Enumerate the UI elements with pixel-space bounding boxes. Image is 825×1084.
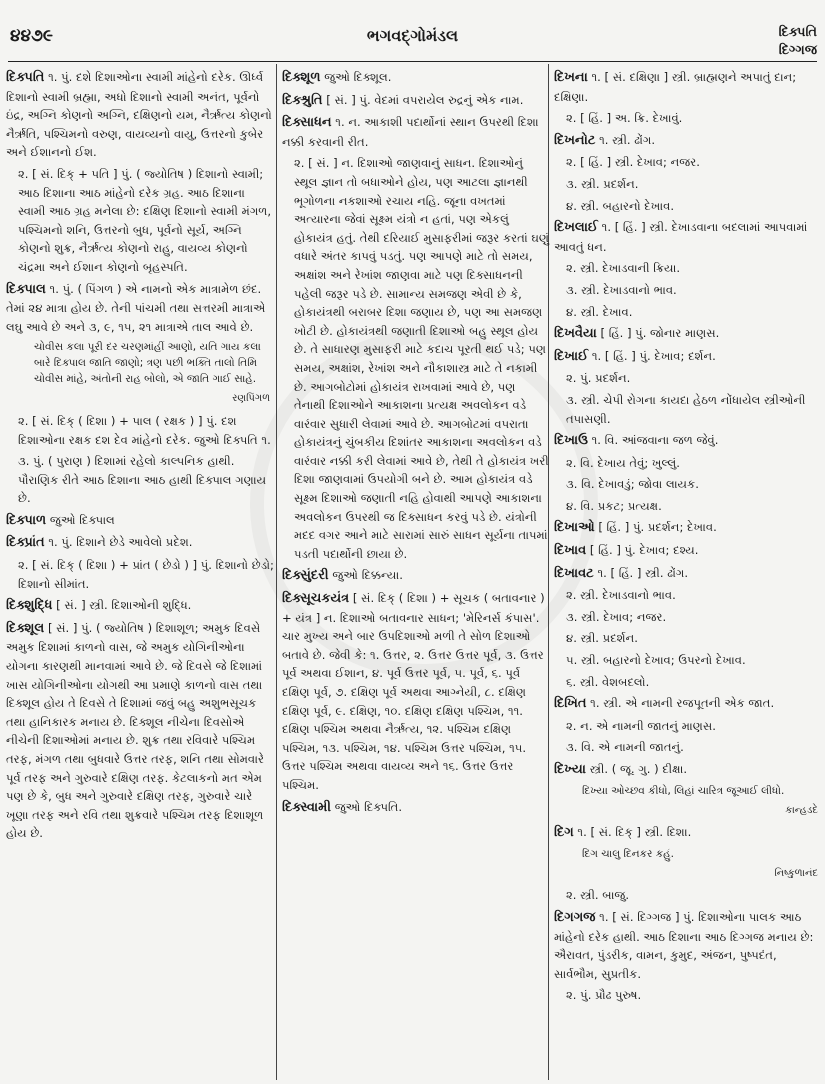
- entry-sense: [6, 556, 274, 593]
- headword: દિખાઈ: [554, 348, 589, 364]
- definition-text: ૨. સ્ત્રી. બાજુ.: [566, 888, 630, 903]
- definition-text: [ સં. ] સ્ત્રી. દિશાઓની શુદ્ધિ.: [56, 598, 192, 613]
- dictionary-entry: [282, 68, 550, 88]
- entry-sense: [554, 109, 822, 128]
- dictionary-entry: [554, 823, 822, 843]
- definition-text: ૩. વિ. દેખાવડું; જોવા લાયક.: [566, 477, 699, 492]
- definition-text: [ હિં. ] પું. પ્રદર્શન; દેખાવ.: [598, 520, 717, 535]
- column-left: [6, 68, 274, 846]
- definition-text: ૨. [ સં. દિક્ + પતિ ] પું. ( જ્યોતિષ ) દિશાનો સ્વામી; આઠ દિશાના આઠ માંહેનો દરેક ગ્રહ. આઠ દિશાના સ્વામી આઠ ગ્રહ મનેલા છે: દક્ષિણ દિશાનો સ્વામી મંગળ, પશ્ચિમનો શનિ, ઉત્તરનો બુધ, પૂર્વનો સૂર્ય, અગ્નિ કોણનો શુક્ર, નૈર્ઋત્ય કોણનો રાહુ, વાયવ્ય કોણનો ચંદ્રમા અને ઈશાન કોણનો બૃહસ્પતિ.: [18, 166, 272, 274]
- definition-text: ૧. વિ. આંજવાના જળ જેવું.: [591, 433, 719, 448]
- entry-sense: [554, 497, 822, 516]
- column-divider: [276, 64, 277, 1080]
- definition-text: ૨. [ સં. ] ન. દિશાઓ જાણવાનું સાધન. દિશાઓનું સ્થૂલ જ્ઞાન તો બધાઓને હોય, પણ આટલા જ્ઞાનથી ભૂગોળના નકશાઓ રચાય નહિ. જૂના વખતમાં અત્યારના જેવાં સૂક્ષ્મ યંત્રો ન હતાં, પણ એકલું હોકાયંત્ર હતું. તેથી દરિયાઈ મુસાફરીમાં જરૂર કરતાં ઘણું વધારે અંતર કાપવું પડતું. પણ આપણે માટે તો સમય, અક્ષાંશ અને રેખાંશ જાણવા માટે પણ દિક્સાધનની પહેલી જરૂર પડે છે. સામાન્ય સમજણ એવી છે કે, હોકાયંત્રથી બરાબર દિશા જણાય છે, પણ આ સમજણ ખોટી છે. હોકાયંત્રથી જણાતી દિશાઓ બહુ સ્થૂલ હોય છે. તે સાધારણ મુસાફરી માટે કદાચ પૂરતી થઈ પડે; પણ સમય, અક્ષાંશ, રેખાંશ અને નૌકાશાસ્ત્ર માટે તે નકામી છે. આગબોટોમાં હોકાયંત્ર રાખવામાં આવે છે, પણ તેનાથી દિશાઓને આકાશના પ્રત્યક્ષ અવલોકન વડે વારંવાર સુધારી લેવામાં આવે છે. આગબોટમાં વપરાતા હોકાયંત્રનું ચુંબકીય દિશાંતર આકાશના અવલોકન વડે વારંવાર નક્કી કરી લેવામાં આવે છે, તેથી તે હોકાયંત્ર ખરી દિશા જાણવામાં ઉપયોગી બને છે. આમ હોકાયંત્ર વડે સૂક્ષ્મ દિશાઓ જણાતી નહિ હોવાથી આપણે આકાશના અવલોકન ઉપરથી જ દિક્સાધન કરવું પડે છે. યંત્રોની મદદ વગર આને માટે સારામાં સારું સાધન સૂર્યના તાપમાં પડતી પદાર્થોની છાયા છે.: [294, 156, 550, 561]
- definition-text: ૨. ન. એ નામની જાતનું માણસ.: [566, 718, 716, 733]
- definition-text: ૧. ન. આકાશી પદાર્થોનાં સ્થાન ઉપરથી દિશા નક્કી કરવાની રીત.: [282, 115, 539, 149]
- entry-sense: [282, 154, 550, 563]
- column-middle: [282, 68, 550, 820]
- quotation: દિખ્યા ઓચ્છવ કીધો, લિહાં ચારિત્ર જૂઆઈ લીધો.: [582, 784, 785, 797]
- dictionary-entry: [554, 324, 822, 344]
- dictionary-entry: [282, 798, 550, 818]
- definition-text: [ હિં. ] પું. જોનાર માણસ.: [600, 326, 720, 341]
- dictionary-entry: [554, 347, 822, 367]
- dictionary-entry: [282, 113, 550, 151]
- dictionary-entry: [6, 511, 274, 531]
- definition-text: [ સં. ] પું. વેદમાં વપરાયેલ રુદ્રનું એક નામ.: [326, 92, 524, 107]
- dictionary-entry: [554, 760, 822, 780]
- headword: દિગ: [554, 825, 574, 841]
- definition-text: ૨. [ હિં. ] અ. ક્રિ. દેખાવું.: [566, 111, 683, 126]
- entry-sense: [554, 586, 822, 605]
- headword: દિક્સુંદરી: [282, 568, 329, 584]
- definition-text: ૨. પું. પ્રદર્શન.: [566, 371, 631, 386]
- headword: દિખિત: [554, 696, 587, 712]
- dictionary-entry: [554, 564, 822, 584]
- definition-text: ૧. [ સં. દિગ્ગજ ] પું. દિશાઓના પાલક આઠ માંહેનો દરેક હાથી. આઠ દિશાના આઠ દિગ્ગજ મનાય છે: ઐરાવત, પુંડરીક, વામન, કુમુદ, અંજન, પુષ્પદંત, સાર્વભૌમ, સુપ્રતીક.: [554, 909, 814, 981]
- definition-text: ૧. [ સં. દિક્ ] સ્ત્રી. દિશા.: [577, 825, 692, 840]
- definition-text: ૨. [ સં. દિક્ ( દિશા ) + પ્રાંત ( છેડો ) ] પું. દિશાનો છેડો; દિશાનો સીમાંત.: [18, 558, 274, 591]
- dictionary-entry: [554, 518, 822, 538]
- headword: દિક્શૂળ: [282, 70, 321, 85]
- dictionary-entry: [6, 280, 274, 337]
- headword: દિખાવટ: [554, 565, 594, 581]
- page-number: ૪૪૭૯: [10, 26, 53, 46]
- dictionary-entry: [6, 533, 274, 553]
- dictionary-entry: [282, 589, 550, 795]
- dictionary-entry: [554, 908, 822, 983]
- headword: દિખવૈયા: [554, 326, 597, 342]
- definition-text: ૩. વિ. એ નામની જાતનું.: [566, 740, 684, 755]
- entry-sense: [554, 651, 822, 670]
- dictionary-entry: [6, 619, 274, 843]
- definition-text: ૩. સ્ત્રી. દેખાડવાનો ભાવ.: [566, 282, 677, 297]
- definition-text: ૧. [ હિં. ] સ્ત્રી. ઢોંગ.: [597, 565, 689, 580]
- definition-text: જુઓ દિક્પતિ.: [334, 799, 403, 814]
- entry-sense: [6, 452, 274, 508]
- entry-sense: [554, 886, 822, 905]
- definition-text: ૧. [ હિં. ] સ્ત્રી. દેખાડવાના બદલામાં આપવામાં આવતું ધન.: [554, 220, 808, 254]
- definition-text: ૨. વિ. દેખાય તેવું; ખુલ્લું.: [566, 455, 680, 470]
- quotation-source: નિષ્કુળાનંદ: [774, 867, 818, 879]
- definition-text: ૧. [ હિં. ] પું. દેખાવ; દર્શન.: [591, 348, 716, 363]
- definition-text: ૪. સ્ત્રી. દેખાવ.: [566, 304, 633, 319]
- headword: દિક્પતિ: [6, 70, 45, 85]
- headword: દિખના: [554, 70, 588, 85]
- header-rule: [8, 61, 817, 62]
- definition-text: જુઓ દિક્શૂલ.: [324, 70, 392, 84]
- definition-text: ૨. [ હિં. ] સ્ત્રી. દેખાવ; નજર.: [566, 155, 700, 170]
- dictionary-entry: [282, 91, 550, 111]
- definition-text: ૪. સ્ત્રી. બહારનો દેખાવ.: [566, 198, 675, 213]
- definition-text: ૩. સ્ત્રી. પ્રદર્શન.: [566, 176, 639, 191]
- headword: દિખાવ: [554, 543, 587, 559]
- dictionary-entry: [554, 694, 822, 714]
- definition-text: સ્ત્રી. ( જૂ. ગુ. ) દીક્ષા.: [589, 762, 688, 776]
- headword: દિક્સ્વામી: [282, 799, 332, 815]
- definition-text: ૪. સ્ત્રી. પ્રદર્શન.: [566, 631, 638, 646]
- definition-text: ૩. સ્ત્રી. ચેપી રોગના કાયદા હેઠળ નોંધાયેલ સ્ત્રીઓની તપાસણી.: [566, 392, 806, 426]
- definition-text: ૧. પું. દશે દિશાઓના સ્વામી માંહેનો દરેક. ઊર્ધ્વ દિશાનો સ્વામી બ્રહ્મા, અધો દિશાનો સ્વામી અનંત, પૂર્વનો ઇંદ્ર, અગ્નિ કોણનો અગ્નિ, દક્ષિણનો યમ, નૈર્ઋત્ય કોણનો નૈર્ઋતિ, પશ્ચિમનો વરુણ, વાયવ્યનો વાયુ, ઉત્તરનો કુબેર અને ઈશાનનો ઈશ.: [6, 70, 272, 160]
- definition-text: ૨. પું. પ્રૌઢ પુરુષ.: [566, 988, 642, 1003]
- definition-text: [ હિં. ] પું. દેખાવ; દશ્ય.: [589, 543, 699, 558]
- entry-sense: [554, 738, 822, 757]
- dictionary-entry: [554, 218, 822, 256]
- definition-text: ૨. [ સં. દિક્ ( દિશા ) + પાલ ( રક્ષક ) ] પું. દશ દિશાઓના રક્ષક દશ દેવ માંહેનો દરેક. જુઓ દિક્પતિ ૧.: [18, 413, 271, 447]
- page-title: ભગવદ્ગોમંડલ: [366, 26, 459, 45]
- definition-text: ૫. સ્ત્રી. બહારનો દેખાવ; ઉપરનો દેખાવ.: [566, 653, 746, 668]
- entry-sense: [554, 608, 822, 627]
- definition-text: ૧. [ સં. દક્ષિણા ] સ્ત્રી. બ્રાહ્મણને અપાતું દાન; દક્ષિણા.: [554, 70, 797, 104]
- quotation-source: કાન્હડદે: [785, 804, 818, 816]
- definition-text: ૨. સ્ત્રી. દેખાડવાનો ભાવ.: [566, 588, 676, 603]
- definition-text: [ સં. ] પું. ( જ્યોતિષ ) દિશાશૂળ; અમુક દિવસે અમુક દિશામાં કાળનો વાસ, જે અમુક યોગિનીઓના યોગના કારણથી માનવામાં આવે છે. જે દિવસે જે દિશામાં ખાસ યોગિનીઓના યોગથી આ પ્રમાણે કાળનો વાસ તથા દિક્શૂલ હોય તે દિવસે તે દિશામાં જવું બહુ અશુભસૂચક તથા હાનિકારક મનાય છે. દિક્શૂલ નીચેના દિવસોએ નીચેની દિશાઓમાં મનાય છે. શુક્ર તથા રવિવારે પશ્ચિમ તરફ, મંગળ તથા બુધવારે ઉત્તર તરફ, શનિ તથા સોમવારે પૂર્વ તરફ અને ગુરુવારે દક્ષિણ તરફ. કેટલાકનો મત એમ પણ છે કે, બુધ અને ગુરુવારે દક્ષિણ તરફ, ગુરુવારે ચારે ખૂણા તરફ અને રવિ તથા શુક્રવારે પશ્ચિમ તરફ દિશાશૂળ હોય છે.: [6, 620, 264, 841]
- definition-text: જુઓ દિક્પાલ: [49, 512, 115, 527]
- dictionary-entry: [6, 68, 274, 162]
- definition-text: ૨. સ્ત્રી. દેખાડવાની ક્રિયા.: [566, 261, 681, 276]
- dictionary-entry: [554, 431, 822, 451]
- entry-sense: [554, 717, 822, 736]
- headword: દિક્સૂચકયંત્ર: [282, 591, 350, 607]
- definition-text: જુઓ દિક્કન્યા.: [332, 568, 403, 583]
- dictionary-entry: [554, 68, 822, 106]
- entry-sense: [554, 475, 822, 494]
- guide-word-first: દિક્પતિ: [778, 25, 817, 40]
- headword: દિક્સાધન: [282, 115, 332, 131]
- definition-text: ૪. વિ. પ્રકટ; પ્રત્યક્ષ.: [566, 498, 662, 513]
- headword: દિખાઓ: [554, 520, 595, 536]
- definition-text: ૧. સ્ત્રી. ઢોંગ.: [599, 132, 656, 147]
- quotation: દિગ ચાલુ દિનકર કહું.: [582, 847, 674, 860]
- headword: દિક્શ્રુતિ: [282, 92, 323, 108]
- definition-text: ૧. પું. ( પિંગળ ) એ નામનો એક માત્રામેળ છંદ. તેમાં ૨૪ માત્રા હોય છે. તેની પાંચમી તથા સત્તરમી માત્રાએ લઘુ આવે છે અને ૩, ૯, ૧૫, ૨૧ માત્રાએ તાલ આવે છે.: [6, 281, 266, 334]
- headword: દિક્પ્રાંત: [6, 535, 45, 551]
- entry-sense: [554, 986, 822, 1005]
- entry-sense: [554, 153, 822, 172]
- definition-text: ૧. સ્ત્રી. એ નામની રજપૂતની એક જાત.: [590, 696, 775, 711]
- entry-sense: [554, 454, 822, 473]
- entry-sense: [554, 629, 822, 648]
- entry-sense: [554, 175, 822, 194]
- entry-sense: [554, 369, 822, 388]
- definition-text: [ સં. દિક્ ( દિશા ) + સૂચક ( બતાવનાર ) + યંત્ર ] ન. દિશાઓ બતાવનાર સાધન; 'મેરિનર્સ કંપાસ'. ચાર મુખ્ય અને બાર ઉપદિશાઓ મળી તે સોળ દિશાઓ બતાવે છે. જેવી કે: ૧. ઉત્તર, ૨. ઉત્તર ઉત્તર પૂર્વ, ૩. ઉત્તર પૂર્વ અથવા ઈશાન, ૪. પૂર્વ ઉત્તર પૂર્વ, ૫. પૂર્વ, ૬. પૂર્વ દક્ષિણ પૂર્વ, ૭. દક્ષિણ પૂર્વ અથવા આગ્નેયી, ૮. દક્ષિણ દક્ષિણ પૂર્વ, ૯. દક્ષિણ, ૧૦. દક્ષિણ દક્ષિણ પશ્ચિમ, ૧૧. દક્ષિણ પશ્ચિમ અથવા નૈર્ઋત્ય, ૧૨. પશ્ચિમ દક્ષિણ પશ્ચિમ, ૧૩. પશ્ચિમ, ૧૪. પશ્ચિમ ઉત્તર પશ્ચિમ, ૧૫. ઉત્તર પશ્ચિમ અથવા વાયવ્ય અને ૧૬. ઉત્તર ઉત્તર પશ્ચિમ.: [282, 591, 545, 792]
- entry-sense: [554, 391, 822, 428]
- definition-text: ૩. પું. ( પુરાણ ) દિશામાં રહેલો કાલ્પનિક હાથી. પૌરાણિક રીતે આઠ દિશાના આઠ હાથી દિક્પાલ ગણાય છે.: [18, 454, 267, 506]
- dictionary-entry: [282, 566, 550, 586]
- entry-sense: [6, 412, 274, 449]
- headword: દિગગજ: [554, 909, 596, 925]
- guide-word-last: દિગ્ગજ: [778, 43, 817, 58]
- headword: દિખનોટ: [554, 132, 596, 148]
- headword: દિખ્યા: [554, 762, 586, 777]
- headword: દિક્પાલ: [6, 281, 46, 297]
- entry-sense: [554, 197, 822, 216]
- dictionary-entry: [6, 596, 274, 616]
- entry-sense: [554, 303, 822, 322]
- headword: દિખલાઈ: [554, 220, 598, 236]
- headword: દિક્શુદ્ધિ: [6, 598, 53, 614]
- definition-text: ૧. પું. દિશાને છેડે આવેલો પ્રદેશ.: [48, 535, 193, 550]
- entry-sense: [554, 259, 822, 278]
- definition-text: ૩. સ્ત્રી. દેખાવ; નજર.: [566, 609, 667, 624]
- quotation: ચોવીસ કલા પૂરી દર ચરણમાંહીં આણો, યતિ ગાય કલા બારે દિક્પાલ જાતિ જાણો; ત્રણ પછી ભક્તિ તાલો તિમિ ચોવીસ માંહે, અંતોની રાહ બોલો, એ જાતિ ગાઈ સાહે.: [34, 341, 261, 386]
- headword: દિક્શૂલ: [6, 620, 45, 636]
- column-right: [554, 68, 822, 1008]
- entry-sense: [554, 281, 822, 300]
- dictionary-entry: [554, 131, 822, 151]
- headword: દિખાઉ: [554, 433, 588, 449]
- definition-text: ૬. સ્ત્રી. વેશબદલો.: [566, 674, 650, 689]
- guide-words: [779, 24, 817, 60]
- headword: દિક્પાળ: [6, 512, 47, 528]
- dictionary-entry: [554, 541, 822, 561]
- quotation-source: રણપિંગળ: [232, 393, 270, 405]
- entry-sense: [6, 165, 274, 277]
- entry-sense: [554, 673, 822, 692]
